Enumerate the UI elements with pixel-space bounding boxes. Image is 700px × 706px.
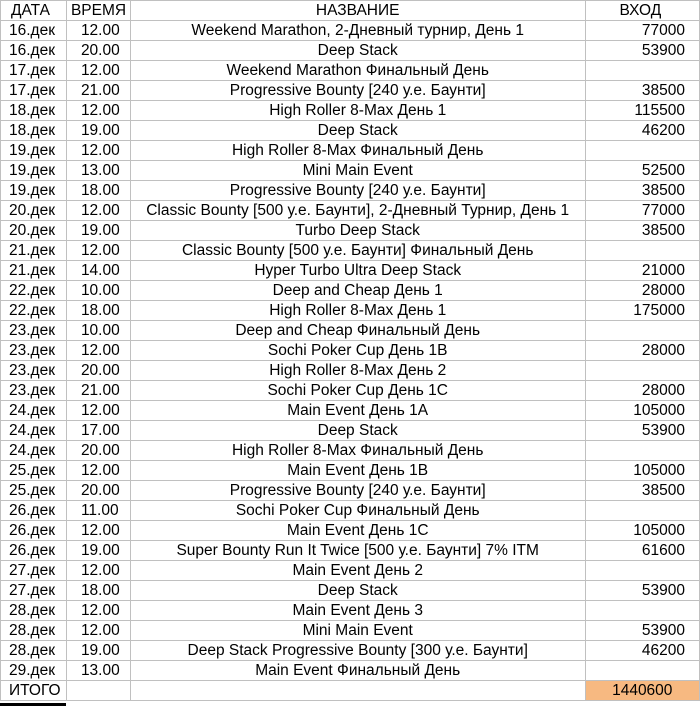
date-cell[interactable]: 18.дек: [1, 101, 67, 121]
name-cell[interactable]: Deep Stack Progressive Bounty [300 у.е. Баунти]: [130, 641, 585, 661]
time-cell[interactable]: 19.00: [66, 541, 130, 561]
entry-cell[interactable]: 115500: [585, 101, 700, 121]
date-cell[interactable]: 23.дек: [1, 341, 67, 361]
entry-cell[interactable]: 46200: [585, 641, 700, 661]
name-cell[interactable]: Hyper Turbo Ultra Deep Stack: [130, 261, 585, 281]
time-cell[interactable]: 12.00: [66, 521, 130, 541]
name-cell[interactable]: Main Event День 1C: [130, 521, 585, 541]
name-cell[interactable]: Deep and Cheap День 1: [130, 281, 585, 301]
name-cell[interactable]: Progressive Bounty [240 у.е. Баунти]: [130, 81, 585, 101]
header-entry[interactable]: ВХОД: [585, 1, 700, 21]
table-row: [1, 321, 700, 341]
table-row: [1, 481, 700, 501]
time-cell[interactable]: 12.00: [66, 601, 130, 621]
total-row: [1, 681, 700, 701]
entry-cell[interactable]: 28000: [585, 381, 700, 401]
header-time[interactable]: ВРЕМЯ: [66, 1, 130, 21]
table-row: [1, 421, 700, 441]
table-row: [1, 161, 700, 181]
date-cell[interactable]: 21.дек: [1, 261, 67, 281]
name-cell[interactable]: Progressive Bounty [240 у.е. Баунти]: [130, 181, 585, 201]
table-row: [1, 641, 700, 661]
table-row: [1, 81, 700, 101]
date-cell[interactable]: 19.дек: [1, 161, 67, 181]
date-cell[interactable]: 19.дек: [1, 141, 67, 161]
name-cell[interactable]: Classic Bounty [500 у.е. Баунти] Финальный День: [130, 241, 585, 261]
table-row: [1, 361, 700, 381]
date-cell[interactable]: 23.дек: [1, 361, 67, 381]
date-cell[interactable]: 26.дек: [1, 501, 67, 521]
name-cell[interactable]: Sochi Poker Cup Финальный День: [130, 501, 585, 521]
name-cell[interactable]: Main Event День 1B: [130, 461, 585, 481]
name-cell[interactable]: Turbo Deep Stack: [130, 221, 585, 241]
date-cell[interactable]: 27.дек: [1, 581, 67, 601]
time-cell[interactable]: 20.00: [66, 441, 130, 461]
time-cell[interactable]: 19.00: [66, 641, 130, 661]
table-row: [1, 241, 700, 261]
total-label-cell[interactable]: ИТОГО: [1, 681, 67, 701]
time-cell[interactable]: 12.00: [66, 621, 130, 641]
entry-cell[interactable]: [585, 441, 700, 461]
table-row: [1, 101, 700, 121]
table-row: [1, 541, 700, 561]
date-cell[interactable]: 24.дек: [1, 441, 67, 461]
table-row: [1, 581, 700, 601]
table-row: [1, 401, 700, 421]
date-cell[interactable]: 28.дек: [1, 601, 67, 621]
entry-cell[interactable]: 38500: [585, 481, 700, 501]
time-cell[interactable]: 11.00: [66, 501, 130, 521]
time-cell[interactable]: 20.00: [66, 41, 130, 61]
entry-cell[interactable]: 61600: [585, 541, 700, 561]
date-cell[interactable]: 29.дек: [1, 661, 67, 681]
date-cell[interactable]: 26.дек: [1, 541, 67, 561]
name-cell[interactable]: Main Event День 2: [130, 561, 585, 581]
table-row: [1, 41, 700, 61]
time-cell[interactable]: 21.00: [66, 81, 130, 101]
date-cell[interactable]: 18.дек: [1, 121, 67, 141]
entry-cell[interactable]: [585, 141, 700, 161]
table-row: [1, 461, 700, 481]
time-cell[interactable]: 19.00: [66, 221, 130, 241]
entry-cell[interactable]: 53900: [585, 421, 700, 441]
date-cell[interactable]: 26.дек: [1, 521, 67, 541]
time-cell[interactable]: 13.00: [66, 661, 130, 681]
entry-cell[interactable]: [585, 241, 700, 261]
entry-cell[interactable]: 38500: [585, 81, 700, 101]
name-cell[interactable]: High Roller 8-Max Финальный День: [130, 141, 585, 161]
name-cell[interactable]: Classic Bounty [500 у.е. Баунти], 2-Дневный Турнир, День 1: [130, 201, 585, 221]
entry-cell[interactable]: 77000: [585, 21, 700, 41]
table-row: [1, 21, 700, 41]
table-row: [1, 601, 700, 621]
table-row: [1, 141, 700, 161]
name-cell[interactable]: Weekend Marathon Финальный День: [130, 61, 585, 81]
empty-cell[interactable]: [130, 681, 585, 701]
date-cell[interactable]: 20.дек: [1, 221, 67, 241]
table-row: [1, 521, 700, 541]
name-cell[interactable]: Weekend Marathon, 2-Дневный турнир, День 1: [130, 21, 585, 41]
time-cell[interactable]: 12.00: [66, 101, 130, 121]
time-cell[interactable]: 12.00: [66, 141, 130, 161]
table-row: [1, 201, 700, 221]
table-row: [1, 221, 700, 241]
date-cell[interactable]: 24.дек: [1, 401, 67, 421]
date-cell[interactable]: 21.дек: [1, 241, 67, 261]
time-cell[interactable]: 18.00: [66, 181, 130, 201]
name-cell[interactable]: High Roller 8-Max День 1: [130, 301, 585, 321]
name-cell[interactable]: Deep Stack: [130, 581, 585, 601]
entry-cell[interactable]: [585, 561, 700, 581]
entry-cell[interactable]: 38500: [585, 221, 700, 241]
date-cell[interactable]: 22.дек: [1, 281, 67, 301]
date-cell[interactable]: 25.дек: [1, 481, 67, 501]
date-cell[interactable]: 23.дек: [1, 321, 67, 341]
time-cell[interactable]: 12.00: [66, 21, 130, 41]
date-cell[interactable]: 28.дек: [1, 621, 67, 641]
date-cell[interactable]: 19.дек: [1, 181, 67, 201]
entry-cell[interactable]: [585, 601, 700, 621]
name-cell[interactable]: Deep Stack: [130, 121, 585, 141]
time-cell[interactable]: 10.00: [66, 321, 130, 341]
time-cell[interactable]: 12.00: [66, 241, 130, 261]
time-cell[interactable]: 13.00: [66, 161, 130, 181]
entry-cell[interactable]: 53900: [585, 621, 700, 641]
header-row: [1, 1, 700, 21]
time-cell[interactable]: 17.00: [66, 421, 130, 441]
name-cell[interactable]: High Roller 8-Max День 1: [130, 101, 585, 121]
table-row: [1, 281, 700, 301]
entry-cell[interactable]: 53900: [585, 41, 700, 61]
date-cell[interactable]: 22.дек: [1, 301, 67, 321]
time-cell[interactable]: 18.00: [66, 301, 130, 321]
time-cell[interactable]: 20.00: [66, 481, 130, 501]
name-cell[interactable]: Main Event День 3: [130, 601, 585, 621]
name-cell[interactable]: Deep Stack: [130, 421, 585, 441]
header-name[interactable]: НАЗВАНИЕ: [130, 1, 585, 21]
table-row: [1, 301, 700, 321]
name-cell[interactable]: Sochi Poker Cup День 1C: [130, 381, 585, 401]
table-row: [1, 501, 700, 521]
time-cell[interactable]: 21.00: [66, 381, 130, 401]
table-row: [1, 261, 700, 281]
time-cell[interactable]: 20.00: [66, 361, 130, 381]
entry-cell[interactable]: 77000: [585, 201, 700, 221]
name-cell[interactable]: Super Bounty Run It Twice [500 у.е. Баунти] 7% ITM: [130, 541, 585, 561]
table-row: [1, 561, 700, 581]
table-row: [1, 61, 700, 81]
total-value-cell[interactable]: 1440600: [585, 681, 700, 701]
table-row: [1, 341, 700, 361]
entry-cell[interactable]: 175000: [585, 301, 700, 321]
name-cell[interactable]: High Roller 8-Max Финальный День: [130, 441, 585, 461]
date-cell[interactable]: 24.дек: [1, 421, 67, 441]
date-cell[interactable]: 16.дек: [1, 21, 67, 41]
entry-cell[interactable]: [585, 361, 700, 381]
entry-cell[interactable]: [585, 661, 700, 681]
time-cell[interactable]: 12.00: [66, 461, 130, 481]
time-cell[interactable]: 18.00: [66, 581, 130, 601]
time-cell[interactable]: 14.00: [66, 261, 130, 281]
time-cell[interactable]: 12.00: [66, 201, 130, 221]
date-cell[interactable]: 28.дек: [1, 641, 67, 661]
name-cell[interactable]: Deep and Cheap Финальный День: [130, 321, 585, 341]
time-cell[interactable]: 12.00: [66, 61, 130, 81]
empty-cell[interactable]: [66, 681, 130, 701]
table-row: [1, 621, 700, 641]
entry-cell[interactable]: [585, 321, 700, 341]
time-cell[interactable]: 12.00: [66, 401, 130, 421]
date-cell[interactable]: 17.дек: [1, 61, 67, 81]
time-cell[interactable]: 12.00: [66, 341, 130, 361]
time-cell[interactable]: 19.00: [66, 121, 130, 141]
table-row: [1, 441, 700, 461]
entry-cell[interactable]: [585, 61, 700, 81]
entry-cell[interactable]: 53900: [585, 581, 700, 601]
name-cell[interactable]: Mini Main Event: [130, 161, 585, 181]
date-cell[interactable]: 17.дек: [1, 81, 67, 101]
table-row: [1, 661, 700, 681]
date-cell[interactable]: 20.дек: [1, 201, 67, 221]
entry-cell[interactable]: 52500: [585, 161, 700, 181]
date-cell[interactable]: 16.дек: [1, 41, 67, 61]
name-cell[interactable]: Main Event День 1A: [130, 401, 585, 421]
table-row: [1, 121, 700, 141]
table-row: [1, 181, 700, 201]
entry-cell[interactable]: 105000: [585, 521, 700, 541]
entry-cell[interactable]: 105000: [585, 401, 700, 421]
entry-cell[interactable]: 21000: [585, 261, 700, 281]
table-row: [1, 381, 700, 401]
name-cell[interactable]: Deep Stack: [130, 41, 585, 61]
time-cell[interactable]: 12.00: [66, 561, 130, 581]
date-cell[interactable]: 23.дек: [1, 381, 67, 401]
entry-cell[interactable]: 38500: [585, 181, 700, 201]
name-cell[interactable]: Sochi Poker Cup День 1B: [130, 341, 585, 361]
entry-cell[interactable]: 28000: [585, 281, 700, 301]
entry-cell[interactable]: [585, 501, 700, 521]
time-cell[interactable]: 10.00: [66, 281, 130, 301]
name-cell[interactable]: High Roller 8-Max День 2: [130, 361, 585, 381]
date-cell[interactable]: 27.дек: [1, 561, 67, 581]
date-cell[interactable]: 25.дек: [1, 461, 67, 481]
header-date[interactable]: ДАТА: [1, 1, 67, 21]
name-cell[interactable]: Mini Main Event: [130, 621, 585, 641]
name-cell[interactable]: Progressive Bounty [240 у.е. Баунти]: [130, 481, 585, 501]
name-cell[interactable]: Main Event Финальный День: [130, 661, 585, 681]
entry-cell[interactable]: 28000: [585, 341, 700, 361]
entry-cell[interactable]: 105000: [585, 461, 700, 481]
entry-cell[interactable]: 46200: [585, 121, 700, 141]
